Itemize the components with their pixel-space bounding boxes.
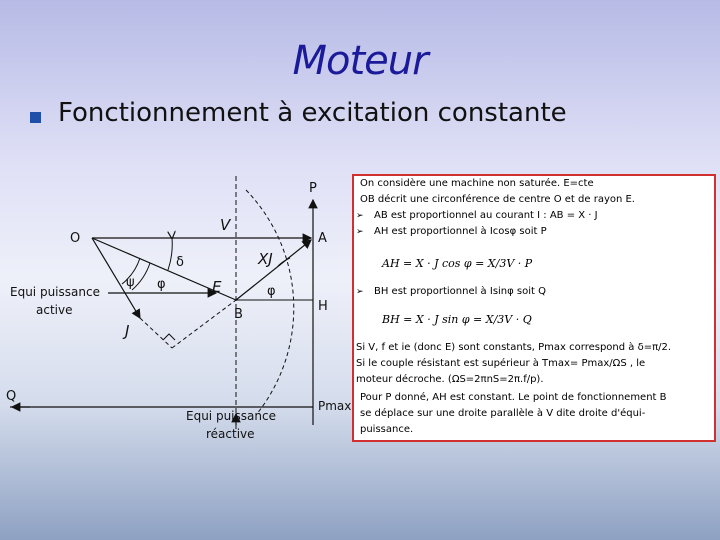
phasor-diagram bbox=[0, 160, 360, 450]
paragraph-1-line-3: moteur décroche. (ΩS=2πnS=2π.f/p). bbox=[356, 374, 544, 385]
bullet-square-icon bbox=[30, 112, 41, 123]
arrow-bullet-icon: ➢ bbox=[356, 211, 364, 221]
dashed-perp bbox=[140, 318, 172, 348]
bullet-2: AH est proportionnel à Icosφ soit P bbox=[374, 226, 547, 237]
label-phi-o: φ bbox=[157, 277, 166, 292]
label-v: V bbox=[220, 216, 231, 234]
label-e: E bbox=[212, 278, 222, 296]
arrow-bullet-icon: ➢ bbox=[356, 227, 364, 237]
label-j: J bbox=[125, 322, 130, 340]
text-line-1: On considère une machine non saturée. E=cte bbox=[360, 178, 594, 189]
paragraph-2-line-3: puissance. bbox=[360, 424, 414, 435]
slide-subtitle: Fonctionnement à excitation constante bbox=[58, 98, 567, 128]
explanation-box bbox=[352, 174, 716, 442]
phi-arc-o bbox=[132, 263, 150, 290]
bullet-1: AB est proportionnel au courant I : AB = X · J bbox=[374, 210, 598, 221]
delta-arc bbox=[168, 238, 172, 270]
arrow-bullet-icon: ➢ bbox=[356, 287, 364, 297]
formula-ah: AH = X · J cos φ = X/3V · P bbox=[382, 257, 533, 270]
label-q: Q bbox=[6, 389, 17, 404]
paragraph-2-line-1: Pour P donné, AH est constant. Le point de fonctionnement B bbox=[360, 392, 667, 403]
label-phi-a: φ bbox=[267, 284, 276, 299]
dashed-perp2 bbox=[172, 300, 236, 348]
paragraph-1-line-2: Si le couple résistant est supérieur à Tmax= Pmax/ΩS , le bbox=[356, 358, 646, 369]
label-h: H bbox=[318, 299, 328, 314]
label-b: B bbox=[234, 307, 243, 322]
formula-bh: BH = X · J sin φ = X/3V · Q bbox=[382, 313, 532, 326]
label-p: P bbox=[309, 181, 317, 196]
paragraph-1-line-1: Si V, f et ie (donc E) sont constants, Pmax correspond à δ=π/2. bbox=[356, 342, 672, 353]
label-delta: δ bbox=[176, 255, 184, 270]
label-pmax: Pmax bbox=[318, 399, 352, 413]
label-xj: XJ bbox=[258, 250, 273, 268]
label-equi-reactive-1: Equi puissance bbox=[186, 409, 276, 423]
e-circle-arc bbox=[246, 190, 294, 415]
text-line-2: OB décrit une circonférence de centre O et de rayon E. bbox=[360, 194, 635, 205]
slide-title: Moteur bbox=[292, 38, 428, 84]
paragraph-2-line-2: se déplace sur une droite parallèle à V dite droite d'équi- bbox=[360, 408, 646, 419]
label-a: A bbox=[318, 231, 327, 246]
label-psi: ψ bbox=[126, 275, 135, 290]
right-angle-mark bbox=[163, 334, 175, 340]
label-equi-active-2: active bbox=[36, 303, 73, 317]
bullet-3: BH est proportionnel à Isinφ soit Q bbox=[374, 286, 546, 297]
label-o: O bbox=[70, 231, 81, 246]
label-equi-active-1: Equi puissance bbox=[10, 285, 100, 299]
label-equi-reactive-2: réactive bbox=[206, 427, 255, 441]
